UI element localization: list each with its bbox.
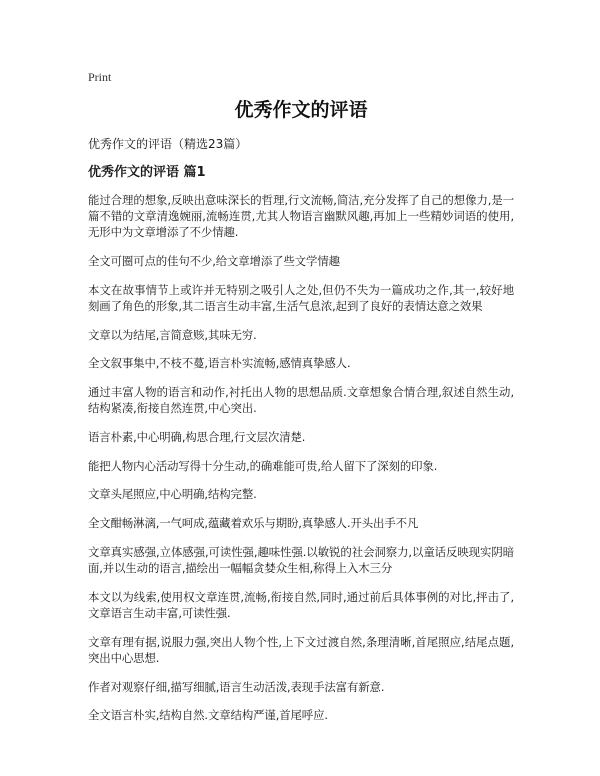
paragraph: 能把人物内心活动写得十分生动,的确难能可贵,给人留下了深刻的印象. — [88, 458, 438, 473]
document-subtitle: 优秀作文的评语（精选23篇） — [88, 137, 248, 151]
paragraph-list — [88, 192, 514, 723]
section-heading: 优秀作文的评语 篇1 — [88, 165, 206, 180]
document-title: 优秀作文的评语 — [234, 99, 368, 121]
paragraph: 通过丰富人物的语言和动作,衬托出人物的思想品质.文章想象合情合理,叙述自然生动,结构紧凑,衔接自然连贯,中心突出. — [88, 385, 514, 416]
paragraph: 文章以为结尾,言简意赅,其味无穷. — [88, 327, 257, 342]
paragraph: 全文语言朴实,结构自然.文章结构严谨,首尾呼应. — [88, 708, 328, 723]
paragraph: 本文以为线索,使用权文章连贯,流畅,衔接自然,同时,通过前后具体事例的对比,抨击了,文章语言生动丰富,可读性强. — [88, 589, 514, 620]
paragraph: 文章头尾照应,中心明确,结构完整. — [88, 487, 257, 502]
paragraph: 全文可圈可点的佳句不少,给文章增添了些文学情趣 — [88, 254, 340, 269]
paragraph: 语言朴素,中心明确,构思合理,行文层次清楚. — [88, 430, 306, 445]
paragraph: 作者对观察仔细,描写细腻,语言生动活泼,表现手法富有新意. — [88, 679, 385, 694]
print-label: Print — [88, 70, 112, 84]
paragraph: 文章真实感强,立体感强,可读性强,趣味性强.以敏锐的社会洞察力,以童话反映现实阴暗面,并以生动的语言,描绘出一幅幅贪婪众生相,称得上入木三分 — [88, 544, 514, 576]
paragraph: 能过合理的想象,反映出意味深长的哲理,行文流畅,简洁,充分发挥了自己的想像力,是一篇不错的文章清逸婉丽,流畅连贯,尤其人物语言幽默风趣,再加上一些精妙词语的使用,无形中为文章增添了不少情趣. — [88, 193, 514, 240]
paragraph: 文章有理有据,说服力强,突出人物个性,上下文过渡自然,条理清晰,首尾照应,结尾点题,突出中心思想. — [88, 634, 514, 665]
paragraph: 全文叙事集中,不枝不蔓,语言朴实流畅,感情真挚感人. — [88, 356, 351, 371]
paragraph: 本文在故事情节上或许并无特别之吸引人之处,但仍不失为一篇成功之作,其一,较好地刻画了角色的形象,其二语言生动丰富,生活气息浓,起到了良好的表情达意之效果 — [88, 282, 514, 314]
paragraph: 全文酣畅淋漓,一气呵成,蕴藏着欢乐与期盼,真挚感人.开头出手不凡 — [88, 516, 419, 531]
